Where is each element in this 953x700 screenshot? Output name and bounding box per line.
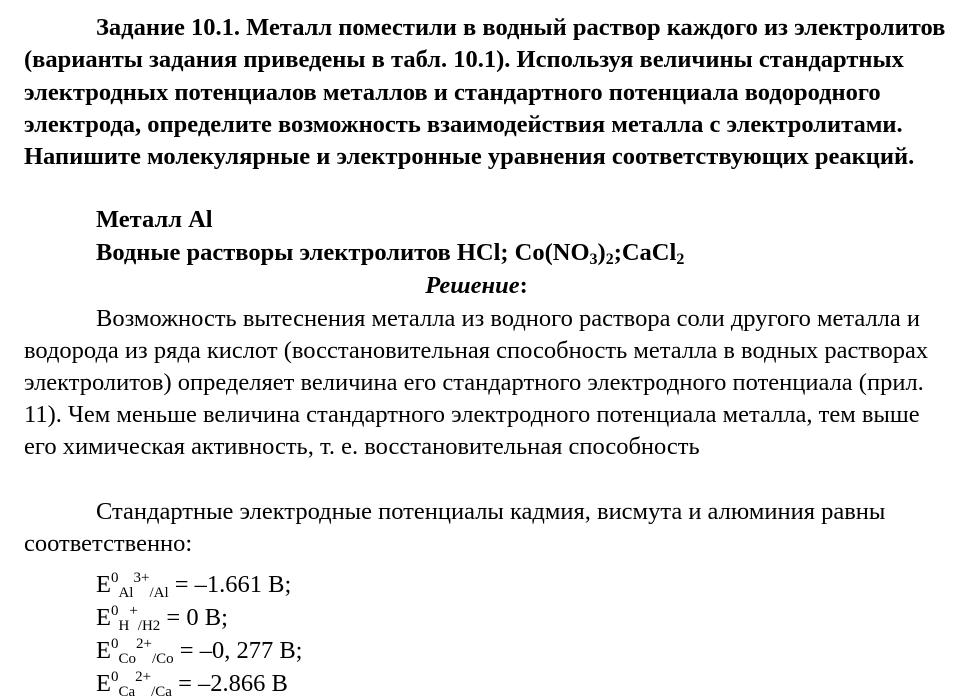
eq-al-charge: 3+ — [133, 570, 150, 586]
electrolytes-sub1: 3 — [589, 251, 598, 268]
eq-h-charge: + — [129, 603, 138, 619]
eq-al-value: = –1.661 В; — [168, 571, 292, 598]
solution-heading-text: Решение — [425, 272, 520, 299]
eq-co-zero: 0 — [110, 636, 119, 652]
eq-h-ion: H — [118, 618, 130, 634]
eq-ca-value: = –2.866 В — [171, 670, 288, 697]
solution-paragraph-1: Возможность вытеснения металла из водного раствора соли другого металла и водорода из ряда кислот (восстановительная способность металла в водных растворах электролитов) определяет величина его стандартного электродного потенциала (прил. 11). Чем меньше величина стандартного электродного потенциала металла, тем выше его химическая активность, т. е. восстановительная способность — [24, 305, 929, 461]
eq-h-value: = 0 В; — [160, 604, 228, 631]
eq-co-e: E — [96, 637, 111, 664]
eq-co-ion: Co — [118, 651, 136, 667]
eq-al-e: E — [96, 571, 111, 598]
eq-ca-pair: /Ca — [151, 684, 172, 700]
electrolytes-sub3: 2 — [676, 251, 685, 268]
task-paragraph: Задание 10.1. Металл поместили в водный раствор каждого из электролитов (варианты задания приведены в табл. 10.1). Используя величины стандартных электродных потенциалов металлов и стандартного потенциала водородного электрода, определите возможность взаимодействия металла с электролитами. Напишите молекулярные и электронные уравнения соответствующих реакций. — [24, 14, 946, 171]
electrolytes-mid2: ;CaCl — [613, 239, 677, 266]
electrolytes-sub2: 2 — [605, 251, 614, 268]
eq-ca-zero: 0 — [110, 669, 119, 685]
eq-al-ion: Al — [118, 585, 134, 601]
equation-ca — [96, 661, 288, 700]
eq-ca-charge: 2+ — [135, 669, 152, 685]
solution-heading-colon: : — [519, 272, 528, 299]
eq-co-value: = –0, 277 В; — [173, 637, 303, 664]
electrolytes-prefix: Водные растворы электролитов HCl; Co(NO — [96, 239, 590, 266]
electrolytes-mid: ) — [597, 239, 606, 266]
metal-line: Металл Al — [96, 206, 213, 233]
eq-ca-ion: Ca — [118, 684, 136, 700]
eq-h-e: E — [96, 604, 111, 631]
solution-heading — [0, 270, 953, 302]
eq-co-pair: /Co — [151, 651, 174, 667]
eq-co-charge: 2+ — [135, 636, 152, 652]
eq-h-pair: /H2 — [137, 618, 161, 634]
eq-ca-e: E — [96, 670, 111, 697]
eq-al-zero: 0 — [110, 570, 119, 586]
solution-paragraph-2: Стандартные электродные потенциалы кадмия, висмута и алюминия равны соответственно: — [24, 498, 886, 558]
eq-h-zero: 0 — [110, 603, 119, 619]
eq-al-pair: /Al — [149, 585, 169, 601]
